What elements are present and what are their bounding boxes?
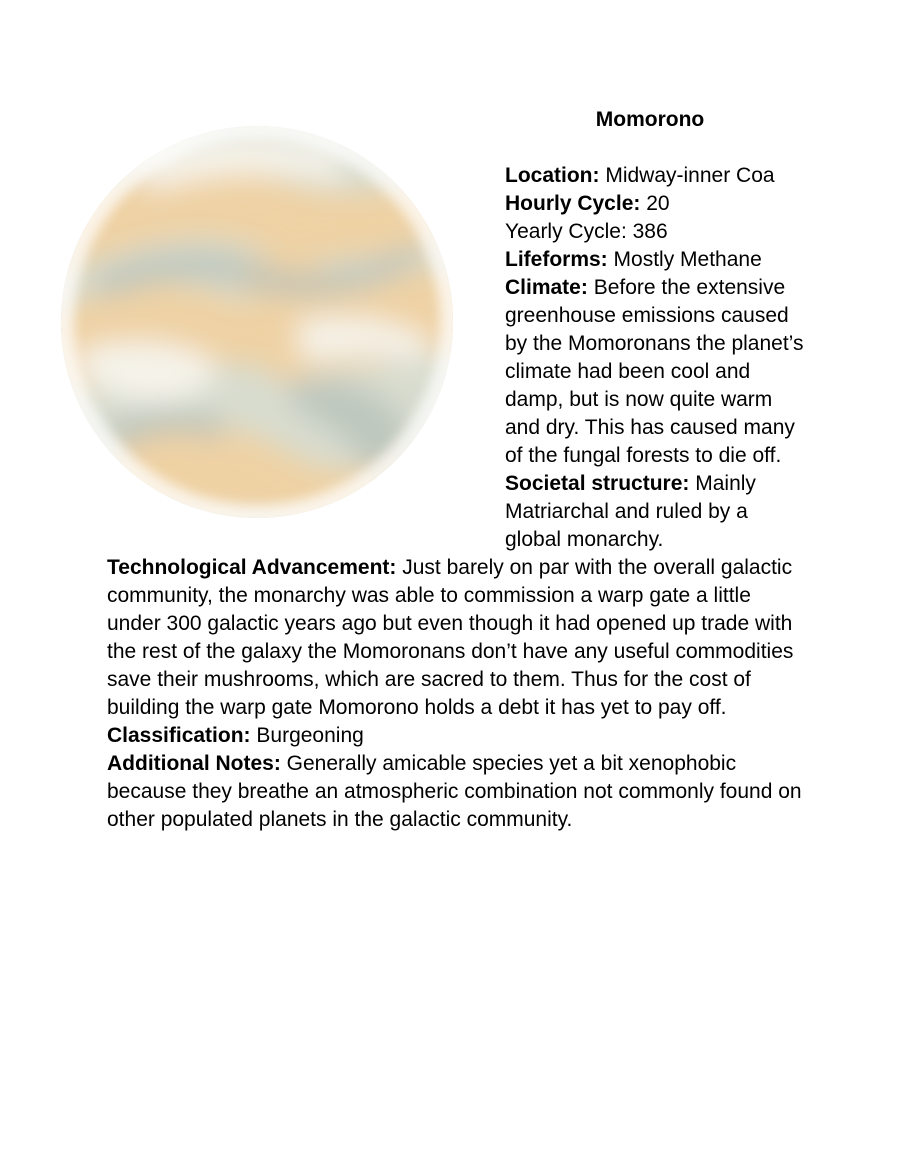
lifeforms-value: Mostly Methane bbox=[613, 248, 762, 271]
page-title: Momorono bbox=[595, 108, 705, 131]
lifeforms-label: Lifeforms: bbox=[505, 248, 608, 271]
classification-label: Classification: bbox=[107, 724, 251, 747]
technological-advancement-field bbox=[107, 554, 807, 722]
hourly-cycle-value: 20 bbox=[646, 192, 670, 215]
hourly-cycle-label: Hourly Cycle: bbox=[505, 192, 641, 215]
societal-structure-value: Mainly Matriarchal and ruled by a global monarchy. bbox=[505, 472, 756, 551]
classification-value: Burgeoning bbox=[256, 724, 364, 747]
image-wrap-spacer bbox=[107, 162, 505, 554]
additional-notes-value: Generally amicable species yet a bit xenophobic because they breathe an atmospheric combination not commonly found on other populated planets in the galactic community. bbox=[107, 752, 802, 831]
location-value: Midway-inner Coa bbox=[605, 164, 775, 187]
technological-advancement-value: Just barely on par with the overall galactic community, the monarchy was able to commission a warp gate a little under 300 galactic years ago but even though it had opened up trade with the rest of the galaxy the Momoronans don’t have any useful commodities save their mushrooms, which are sacred to them. Thus for the cost of building the warp gate Momorono holds a debt it has yet to pay off. bbox=[107, 556, 794, 719]
climate-label: Climate: bbox=[505, 276, 588, 299]
planet-description bbox=[107, 162, 807, 834]
additional-notes-label: Additional Notes: bbox=[107, 752, 281, 775]
technological-advancement-label: Technological Advancement: bbox=[107, 556, 397, 579]
yearly-cycle-field: Yearly Cycle: 386 bbox=[505, 220, 668, 243]
additional-notes-field bbox=[107, 750, 807, 834]
societal-structure-label: Societal structure: bbox=[505, 472, 690, 495]
location-label: Location: bbox=[505, 164, 600, 187]
climate-value: Before the extensive greenhouse emissions caused by the Momoronans the planet’s climate had been cool and damp, but is now quite warm and dry. This has caused many of the fungal forests to die off. bbox=[505, 276, 804, 467]
classification-field bbox=[107, 722, 807, 750]
